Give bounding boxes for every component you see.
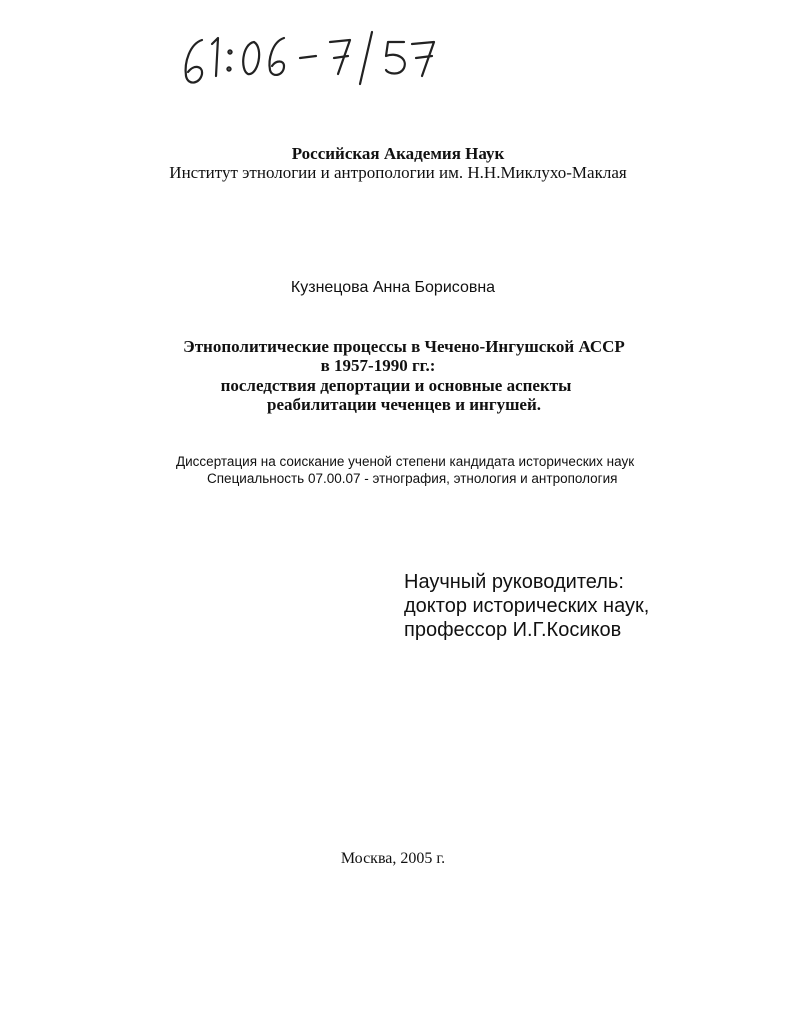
academy-name: Российская Академия Наук	[291, 144, 505, 163]
advisor-name: профессор И.Г.Косиков	[404, 619, 622, 641]
author-name: Кузнецова Анна Борисовна	[290, 279, 496, 296]
dissertation-degree: Диссертация на соискание ученой степени кандидата исторических наук	[176, 454, 635, 469]
dissertation-title-line-2: в 1957-1990 гг.:	[320, 356, 436, 375]
handwritten-catalog-code	[176, 14, 466, 94]
advisor-label: Научный руководитель:	[404, 571, 624, 593]
institute-name: Институт этнологии и антропологии им. Н.Н.Миклухо-Маклая	[169, 163, 627, 182]
city-year: Москва, 2005 г.	[340, 850, 446, 867]
dissertation-specialty: Специальность 07.00.07 - этнография, этнология и антропология	[207, 471, 618, 486]
advisor-degree: доктор исторических наук,	[404, 595, 650, 617]
dissertation-title-line-4: реабилитации чеченцев и ингушей.	[266, 395, 542, 414]
dissertation-title-line-1: Этнополитические процессы в Чечено-Ингушской АССР	[183, 337, 625, 356]
dissertation-title-line-3: последствия депортации и основные аспекты	[220, 376, 572, 395]
advisor-block	[404, 570, 649, 642]
handwritten-code-drawing	[176, 14, 466, 94]
